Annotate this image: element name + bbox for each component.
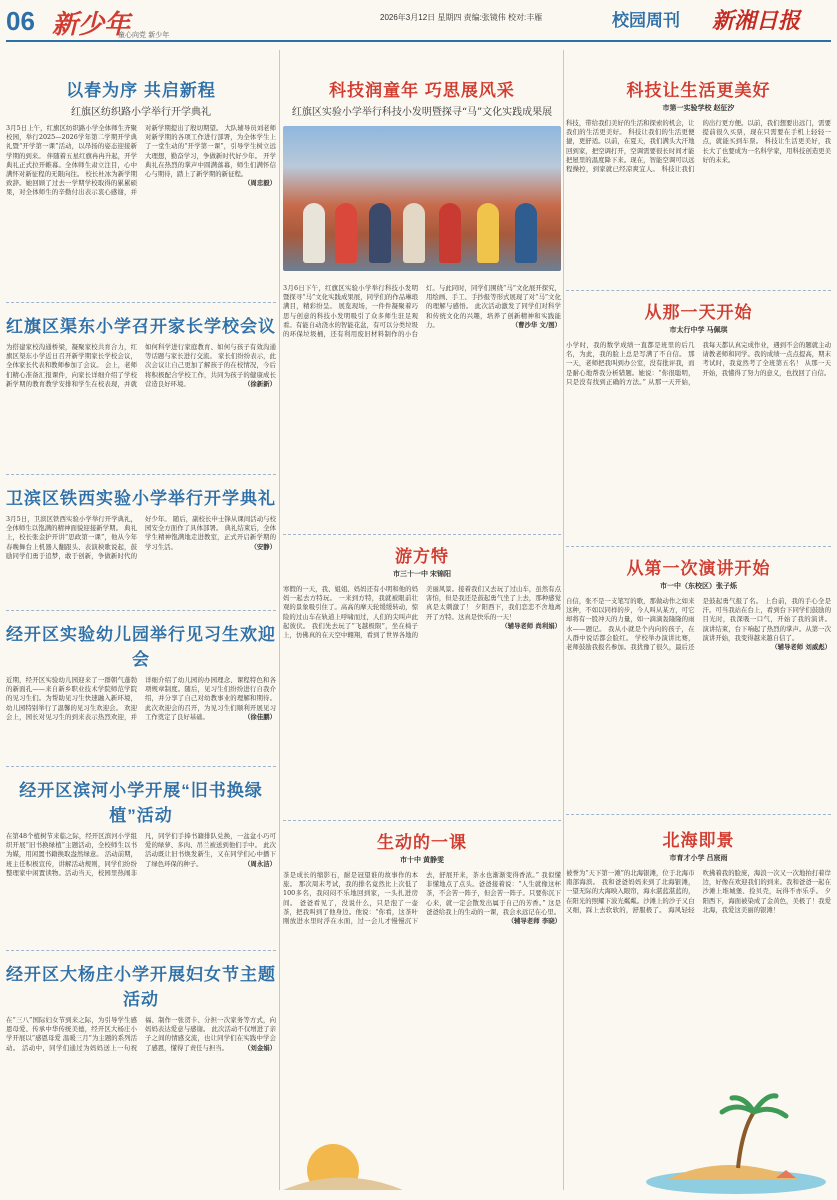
newspaper-logo: 新少年 bbox=[52, 10, 131, 39]
article-body: 被誉为“天下第一滩”的北海银滩，位于北海市南部海滨。 我和爸爸妈妈来到了北海银滩，一望无际的大海映入眼帘，海水湛蓝湛蓝的，在阳光的照耀下波光粼粼。沙滩上的沙子又白又细，踩上去软软的，舒服极了。 海风轻轻吹拂着我的脸庞，海浪一次又一次地拍打着岸边，好像在欢迎我们的到来。我和爸爸一起在沙滩上堆城堡、捡贝壳，玩得不亦乐乎。 夕阳西下，海面被染成了金黄色，美极了！我爱北海，我爱这美丽的银滩！ bbox=[566, 869, 831, 914]
article-a7 bbox=[283, 76, 561, 118]
photo-figure bbox=[335, 203, 357, 263]
article-body: 科技，带给我们美好的生活和探索的机会，让我们的生活更美好。 科技让我们的生活更便捷，更舒适。以前，在夏天，我们满头大汗地回到家，把空调打开，空调需要很长时间才能把屋里的温度降下来。现在，智能空调可以远程操控，到家就已经凉爽宜人。 科技让我们的出行更方便。以前，我们想要出远门，需要提前很久买票，现在只需要在手机上轻轻一点，就能买到车票。 科技让生活更美好，我长大了也要成为一名科学家，用科技创造更美好的未来。 bbox=[566, 119, 831, 174]
article-title: 北海即景 bbox=[662, 831, 735, 850]
article-photo bbox=[283, 126, 561, 271]
divider bbox=[566, 814, 831, 815]
column-divider bbox=[563, 50, 564, 1190]
brand-logo: 新湘日报 bbox=[712, 8, 801, 34]
article-title: 科技润童年 巧思展风采 bbox=[329, 81, 515, 100]
article-a7-body bbox=[283, 278, 561, 339]
article-body: 近期，经开区实验幼儿园迎来了一群朝气蓬勃的新面孔——来自新乡职业技术学院师范学院的见习生们。为帮助见习生快速融入新环境，幼儿园特别举行了温馨的见习生欢迎会。 欢迎会上，园长对见习生的到来表示热烈欢迎，并详细介绍了幼儿园的办园理念、课程特色和各项规章制度。随后，见习生们纷纷进行自我介绍，并分享了自己对幼教事业的理解和期待。 此次欢迎会的召开，为见习生们顺利开展见习工作奠定了良好基础。 （徐佳鹏） bbox=[6, 676, 276, 721]
divider bbox=[6, 302, 276, 303]
divider bbox=[566, 290, 831, 291]
photo-figure bbox=[369, 203, 391, 263]
article-title: 游方特 bbox=[395, 547, 449, 566]
article-subtitle: 红旗区纺织路小学举行开学典礼 bbox=[71, 107, 211, 118]
article-author: 市太行中学 马佩琪 bbox=[669, 327, 728, 334]
article-body: 为搭建家校沟通桥梁，凝聚家校共育合力，红旗区渠东小学近日召开新学期家长学校会议，全体家长代表和教师参加了会议。 会上，老师们精心准备汇报课件，向家长详细介绍了学校新学期的教育教学安排和学生在校表现，并就如何科学进行家庭教育、如何与孩子有效沟通等话题与家长进行交流。 家长们纷纷表示，此次会议让自己更加了解孩子的在校情况，今后将积极配合学校工作，共同为孩子的健康成长营造良好环境。 （徐新新） bbox=[6, 343, 276, 388]
article-title: 经开区实验幼儿园举行见习生欢迎会 bbox=[6, 625, 276, 669]
photo-figure bbox=[515, 203, 537, 263]
article-title: 生动的一课 bbox=[377, 833, 467, 852]
island-illustration bbox=[626, 1090, 831, 1195]
article-a12 bbox=[566, 554, 831, 652]
article-a1 bbox=[6, 76, 276, 198]
article-title: 红旗区渠东小学召开家长学校会议 bbox=[6, 317, 276, 336]
article-body: 自信，张不是一支笔写的歌，那做动作之如来这种，不如以同样的步，今人叫从某方，可它却将有一股冲天的力量，如一滴滴轰隆隆的雨水——题记。 我从小就是个内向的孩子，在人群中说话都会脸红。 学校举办演讲比赛，老师鼓励我报名参加。我犹豫了很久，最后还是鼓起勇气报了名。 上台前，我的手心全是汗。可当我站在台上，看到台下同学们鼓励的目光时，我深吸一口气，开始了我的演讲。 演讲结束，台下响起了热烈的掌声。从第一次演讲开始，我变得越来越自信了。 （辅导老师 刘威彪） bbox=[566, 597, 831, 652]
article-author: 市十中 黄静雯 bbox=[400, 857, 444, 864]
article-body: 3月5日，卫滨区铁西实验小学举行开学典礼，全体师生以饱满的精神面貌迎接新学期。 典礼上，校长张金护开讲“思政第一课”，他从今年春晚舞台上机器人翻跟头、表演秧歌说起，鼓励同学们勇于追梦，敢于创新，争做新时代的好少年。 随后，副校长申士锋从课间活动与校园安全方面作了具体部署。 典礼结束后，全体学生精神饱满地走进教室，正式开启新学期的学习生活。 （安静） bbox=[6, 515, 276, 560]
article-body: 在第48个植树节来临之际，经开区滨河小学组织开展“旧书换绿植”主题活动，全校师生以书为媒，用闲置书籍换取盎然绿意。 活动前期，班主任积极宣传，讲解活动规则，同学们纷纷整理家中闲置读物。活动当天，校园里热闹非凡，同学们手捧书籍排队兑换，一盆盆小巧可爱的绿萝、多肉、吊兰被送到他们手中。 此次活动既让旧书焕发新生，又在同学们心中播下了绿色环保的种子。 （周永洁） bbox=[6, 832, 276, 877]
sun-illustration bbox=[283, 1110, 403, 1190]
article-body: 茶是成长的缩影石，耐是冠望谁的故事作的本旅。 那次周末考试，我的排名竟然比上次低了100多名，我闷闷不乐地回到家，一头扎进房间。 爸爸看见了，没说什么，只是泡了一壶茶，把我叫到了他身边。他说：“你看，这茶叶刚放进水里时浮在水面，过一会儿才慢慢沉下去，舒展开来，茶水也渐渐变得香浓。” 我似懂非懂地点了点头。爸爸接着说：“人生就像这杯茶，不会苦一阵子，但会苦一阵子。只要你沉下心来，就一定会散发出属于自己的芳香。” 这是爸爸给我上的生动的一课，我会永远记在心里。 （辅导老师 李晓） bbox=[283, 871, 561, 926]
article-author: 市一中（东校区）张子烁 bbox=[660, 583, 737, 590]
divider bbox=[566, 546, 831, 547]
article-title: 科技让生活更美好 bbox=[626, 81, 771, 100]
article-body: 小学时，我的数学成绩一直都是班里的后几名，为此，我的脸上总是写满了不自信。 那一天，老师把我叫到办公室，没有批评我，而是耐心地帮我分析错题。她说：“你很聪明，只是没有找到正确的方法。” 从那一天开始，我每天都认真完成作业，遇到不会的题就主动请教老师和同学。我的成绩一点点提高，期末考试时，我竟然考了全班第五名！ 从那一天开始，我懂得了努力的意义，也找回了自信。 bbox=[566, 341, 831, 386]
article-author: 市育才小学 吕宸雨 bbox=[669, 855, 728, 862]
column-divider bbox=[279, 50, 280, 1190]
article-a3 bbox=[6, 484, 276, 561]
article-title: 从第一次演讲开始 bbox=[626, 559, 771, 578]
article-body: 3月5日上午，红旗区纺织路小学全体师生齐聚校园，举行2025—2026学年第二学期开学典礼暨“开学第一课”活动，以昂扬的姿态迎接新学期的到来。 伴随着五星红旗冉冉升起，开学典礼正式拉开帷幕。全体师生肃立注目，心中满怀对新征程的无限向往。 校长杜冰为新学期致辞。她回顾了过去一学期学校取得的累累硕果，对全体师生的辛勤付出表示衷心感谢，并对新学期提出了殷切期望。 大队辅导员刘老师对新学期的各项工作进行部署，为全体学生上了一堂生动的“开学第一课”，引导学生树立远大理想，勤奋学习，争做新时代好少年。 开学典礼在热烈的掌声中圆满落幕，师生们满怀信心与期待，踏上了新学期的新征程。 （周忠毅） bbox=[6, 124, 276, 197]
article-subtitle: 红旗区实验小学举行科技小发明暨探寻“马”文化实践成果展 bbox=[291, 107, 553, 118]
divider bbox=[283, 820, 561, 821]
article-author: 市三十一中 宋锦阳 bbox=[393, 571, 451, 578]
page-header bbox=[0, 0, 837, 46]
article-a11 bbox=[566, 298, 831, 387]
divider bbox=[283, 534, 561, 535]
photo-figure bbox=[303, 203, 325, 263]
photo-figure bbox=[477, 203, 499, 263]
article-title: 经开区大杨庄小学开展妇女节主题活动 bbox=[6, 965, 276, 1009]
photo-figure bbox=[403, 203, 425, 263]
article-a8 bbox=[283, 542, 561, 640]
article-a4 bbox=[6, 620, 276, 722]
article-a13 bbox=[566, 826, 831, 915]
section-title: 校园周刊 bbox=[612, 11, 680, 30]
article-title: 经开区滨河小学开展“旧书换绿植”活动 bbox=[19, 781, 263, 825]
article-body: 寒假的一天，我、姐姐、妈妈还有小明和他的妈妈一起去方特玩。 一来到方特，我就被眼前壮观的景象吸引住了。高高的摩天轮缓缓转动，惊险的过山车在轨道上呼啸而过，人们的尖叫声此起彼伏。 我们先去玩了“飞越极限”，坐在椅子上，仿佛真的在天空中翱翔，看到了世界各地的美丽风景。接着我们又去玩了过山车，虽然有点害怕，但是我还是鼓起勇气坐了上去，那种感觉真是太刺激了！ 夕阳西下，我们恋恋不舍地离开了方特。这真是快乐的一天！ （辅导老师 尚利娟） bbox=[283, 585, 561, 640]
article-a2 bbox=[6, 312, 276, 389]
article-title: 从那一天开始 bbox=[644, 303, 753, 322]
article-author: 市第一实验学校 赵征汐 bbox=[662, 105, 735, 112]
photo-figure bbox=[439, 203, 461, 263]
article-a9 bbox=[283, 828, 561, 926]
logo-slogan: 童心向党 新少年 bbox=[118, 31, 170, 39]
header-rule bbox=[6, 40, 831, 42]
article-a6 bbox=[6, 960, 276, 1053]
article-a10 bbox=[566, 76, 831, 174]
page-number: 06 bbox=[6, 6, 35, 36]
article-title: 以春为序 共启新程 bbox=[66, 81, 216, 100]
divider bbox=[6, 950, 276, 951]
divider bbox=[6, 766, 276, 767]
divider bbox=[6, 474, 276, 475]
article-body: 在“三八”国际妇女节到来之际，为引导学生感恩母爱、传承中华传统美德，经开区大杨庄小学开展以“感恩母爱 温暖三月”为主题的系列活动。 活动中，同学们通过为妈妈送上一句祝福、制作一张贺卡、分担一次家务等方式，向妈妈表达爱意与感谢。 此次活动不仅增进了亲子之间的情感交流，也让同学们在实践中学会了感恩，懂得了责任与担当。 （刘金娟） bbox=[6, 1016, 276, 1052]
article-title: 卫滨区铁西实验小学举行开学典礼 bbox=[6, 489, 276, 508]
article-body: 3月6日下午，红旗区实验小学举行科技小发明暨探寻“马”文化实践成果展，同学们的作品琳琅满目，精彩纷呈。 展览现场，一件件凝聚着巧思与创意的科技小发明吸引了众多师生驻足观看。有能自动浇水的智能花盆，有可以分类垃圾的环保垃圾桶，还有利用废旧材料制作的小台灯。与此同时，同学们围绕“马”文化展开探究，用绘画、手工、手抄报等形式展现了对“马”文化的理解与感悟。 此次活动激发了同学们对科学和传统文化的兴趣，培养了创新精神和实践能力。 （曹沙华 文/图） bbox=[283, 284, 561, 339]
article-a5 bbox=[6, 776, 276, 878]
divider bbox=[6, 610, 276, 611]
issue-meta: 2026年3月12日 星期四 责编:张镜伟 校对:丰雁 bbox=[380, 13, 543, 22]
